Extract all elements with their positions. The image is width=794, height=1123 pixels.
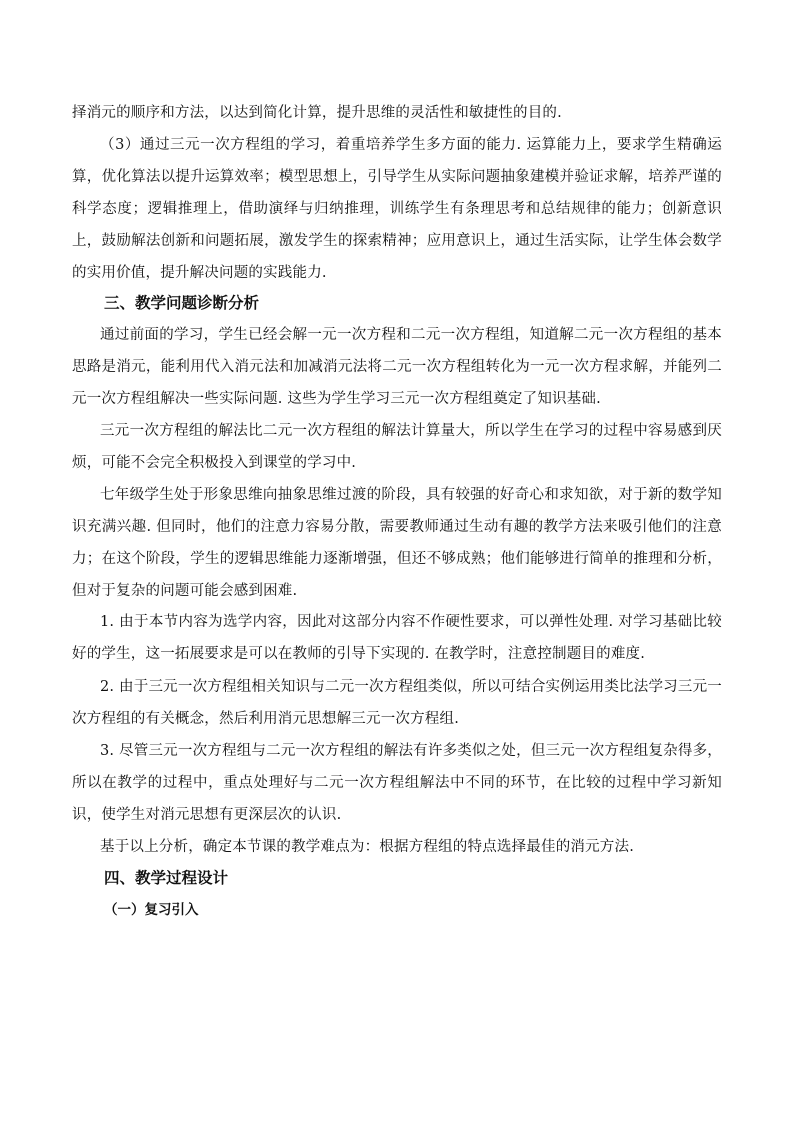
- subsection-heading-review: （一）复习引入: [104, 902, 199, 918]
- paragraph-difficulty: 三元一次方程组的解法比二元一次方程组的解法计算量大，所以学生在学习的过程中容易感到厌烦，可能不会完全积极投入到课堂的学习中.: [72, 423, 722, 471]
- paragraph-objective-3: （3）通过三元一次方程组的学习，着重培养学生多方面的能力. 运算能力上，要求学生精确运算，优化算法以提升运算效率；模型思想上，引导学生从实际问题抽象建模并验证求解，培养严谨的科学态度；逻辑推理上，借助演绎与归纳推理，训练学生有条理思考和总结规律的能力；创新意识上，鼓励解法创新和问题拓展，激发学生的探索精神；应用意识上，通过生活实际，让学生体会数学的实用价值，提升解决问题的实践能力.: [72, 137, 722, 281]
- section-heading-process: 四、教学过程设计: [104, 869, 229, 887]
- paragraph-objective-continuation: 择消元的顺序和方法，以达到简化计算，提升思维的灵活性和敏捷性的目的.: [72, 105, 562, 121]
- paragraph-conclusion: 基于以上分析，确定本节课的教学难点为：根据方程组的特点选择最佳的消元方法.: [100, 839, 635, 855]
- section-heading-diagnosis: 三、教学问题诊断分析: [104, 294, 260, 312]
- paragraph-point-1: 1. 由于本节内容为选学内容，因此对这部分内容不作硬性要求，可以弹性处理. 对学习基础比较好的学生，这一拓展要求是可以在教师的引导下实现的. 在教学时，注意控制题目的难度.: [72, 614, 722, 662]
- paragraph-student-traits: 七年级学生处于形象思维向抽象思维过渡的阶段，具有较强的好奇心和求知欲，对于新的数学知识充满兴趣. 但同时，他们的注意力容易分散，需要教师通过生动有趣的教学方法来吸引他们的注意力；在这个阶段，学生的逻辑思维能力逐渐增强，但还不够成熟；他们能够进行简单的推理和分析，但对于复杂的问题可能会感到困难.: [72, 487, 722, 599]
- paragraph-point-2: 2. 由于三元一次方程组相关知识与二元一次方程组类似，所以可结合实例运用类比法学习三元一次方程组的有关概念，然后利用消元思想解三元一次方程组.: [72, 679, 722, 727]
- paragraph-point-3: 3. 尽管三元一次方程组与二元一次方程组的解法有许多类似之处，但三元一次方程组复杂得多，所以在教学的过程中，重点处理好与二元一次方程组解法中不同的环节，在比较的过程中学习新知识，使学生对消元思想有更深层次的认识.: [72, 743, 722, 823]
- paragraph-prior-knowledge: 通过前面的学习，学生已经会解一元一次方程和二元一次方程组，知道解二元一次方程组的基本思路是消元，能利用代入消元法和加减消元法将二元一次方程组转化为一元一次方程求解，并能列二元一次方程组解决一些实际问题. 这些为学生学习三元一次方程组奠定了知识基础.: [72, 327, 722, 407]
